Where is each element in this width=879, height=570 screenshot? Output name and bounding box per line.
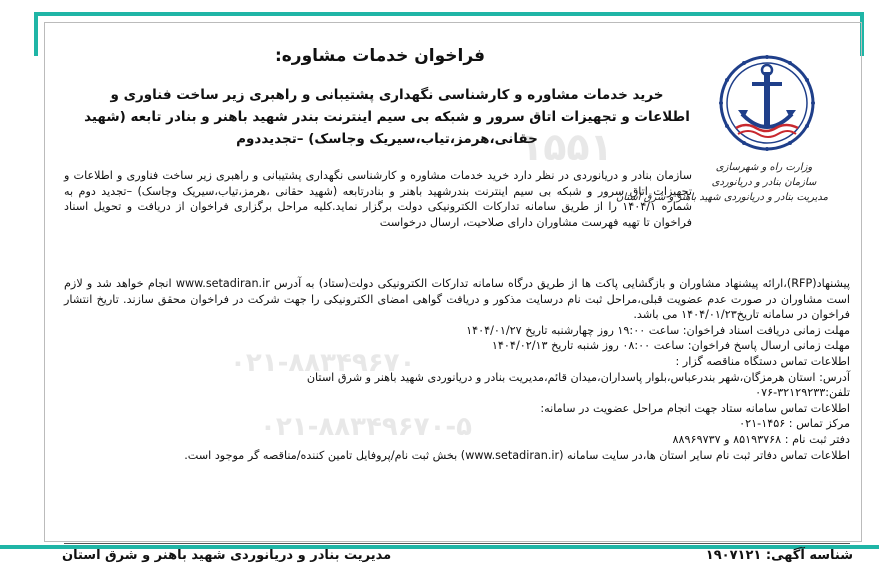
contact-phone: تلفن:۳۲۱۲۹۲۳۳-۰۷۶ [755, 386, 850, 400]
ministry-name: وزارت راه و شهرسازی [715, 162, 813, 173]
registration-office: دفتر ثبت نام : ۸۵۱۹۳۷۶۸ و ۸۸۹۶۹۷۳۷ [672, 432, 850, 446]
contact-address: آدرس: استان هرمزگان،شهر بندرعباس،بلوار پاسداران،میدان قائم،مدیریت بنادر و دریانوردی شهید باهنر و شرق استان [306, 370, 850, 384]
offices-info: اطلاعات تماس دفاتر ثبت نام سایر استان ها،در سایت سامانه (www.setadiran.ir) بخش ثبت نام/پروفایل تامین کننده/مناقصه گر موجود است. [184, 448, 850, 462]
watermark: ۰۲۱-۸۸۳۴۹۶۷۰ [230, 348, 416, 378]
ports-organization-emblem [712, 48, 822, 158]
notice-heading: خرید خدمات مشاوره و کارشناسی نگهداری پشتیبانی و راهبری زیر ساخت فناوری و اطلاعات و تجهیزات اتاق سرور و شبکه بی سیم اینترنت بندر شهید باهنر و بنادر تابعه (شهید حقانی،هرمز،تیاب،سیریک وجاسک) –تجدیددوم [84, 87, 690, 147]
notice-title: فراخوان خدمات مشاوره: [274, 46, 486, 66]
ad-id: شناسه آگهی: ۱۹۰۷۱۲۱ [705, 548, 853, 563]
paragraph-intro: سازمان بنادر و دریانوردی در نظر دارد خرید خدمات مشاوره و کارشناسی نگهداری پشتیبانی و راهبری زیر ساخت فناوری و اطلاعات و تجهیزات اتاق سرور و شبکه بی سیم اینترنت بندرشهید باهنر و بنادرتابعه (شهید حقانی ،هرمز،تیاب،سیریک وجاسک) –تجدید دوم به شماره ۱۴۰۴/۱ را از طریق سامانه تدارکات الکترونیکی دولت برگزار نماید.کلیه مراحل برگزاری فراخوان از دریافت و تحویل اسناد فراخوان تا تهیه فهرست مشاوران دارای صلاحیت، ارسال درخواست [64, 169, 692, 229]
notice-body-intro [64, 168, 692, 230]
footer-issuer: مدیریت بنادر و دریانوردی شهید باهنر و شرق استان [62, 548, 392, 563]
watermark: ۱۵۵۱ [520, 125, 613, 169]
deadline-documents: مهلت زمانی دریافت اسناد فراخوان: ساعت ۱۹:۰۰ روز چهارشنبه تاریخ ۱۴۰۴/۰۱/۲۷ [466, 323, 850, 337]
organization-name: سازمان بنادر و دریانوردی [711, 177, 817, 188]
watermark: ۰۲۱-۸۸۳۴۹۶۷۰-۵ [260, 412, 473, 442]
notice-body [64, 276, 850, 463]
frame-strip-left [34, 12, 38, 56]
deadline-reply: مهلت زمانی ارسال پاسخ فراخوان: ساعت ۰۸:۰۰ روز شنبه تاریخ ۱۴۰۴/۰۲/۱۳ [491, 339, 850, 353]
call-center: مرکز تماس : ۱۴۵۶-۰۲۱ [739, 417, 850, 431]
directorate-name: مدیریت بنادر و دریانوردی شهید باهنر و شرق استان [615, 192, 828, 203]
paragraph-procedure: پیشنهاد(RFP)،ارائه پیشنهاد مشاوران و بازگشایی پاکت ها از طریق درگاه سامانه تدارکات الکترونیکی دولت(ستاد) به آدرس www.setadiran.ir انجام خواهد شد و لازم است مشاوران در صورت عدم عضویت قبلی،مراحل ثبت نام درسایت مذکور و دریافت گواهی امضای الکترونیکی را جهت شرکت در فراخوان محقق سازند. تاریخ انتشار فراخوان در سامانه تاریخ۱۴۰۴/۰۱/۲۳ می باشد. [64, 277, 850, 322]
organization-names [615, 160, 828, 205]
setad-contact-heading: اطلاعات تماس سامانه ستاد جهت انجام مراحل عضویت در سامانه: [540, 401, 850, 415]
frame-strip-top [34, 12, 864, 16]
footer-divider [64, 543, 850, 544]
contact-heading: اطلاعات تماس دستگاه مناقصه گزار : [675, 354, 850, 368]
